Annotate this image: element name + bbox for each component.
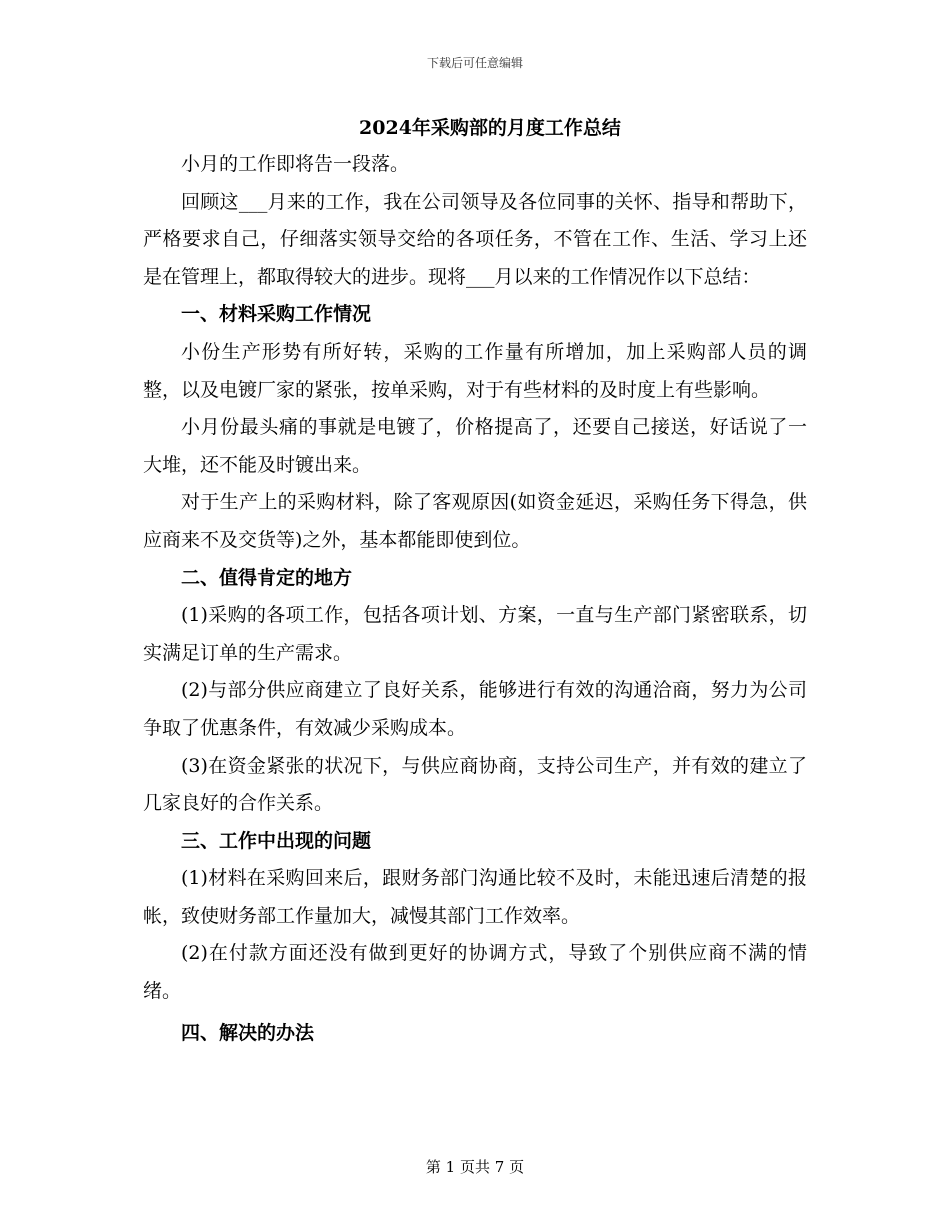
- intro-paragraph: 回顾这___月来的工作，我在公司领导及各位同事的关怀、指导和帮助下，严格要求自己，仔细落实领导交给的各项任务，不管在工作、生活、学习上还是在管理上，都取得较大的进步。现将___月以来的工作情况作以下总结：: [143, 190, 807, 288]
- page-footer: 第 1 页共 7 页: [425, 1158, 525, 1176]
- section-heading: 二、值得肯定的地方: [181, 566, 353, 589]
- body-paragraph: 小月份最头痛的事就是电镀了，价格提高了，还要自己接送，好话说了一大堆，还不能及时镀出来。: [143, 416, 807, 476]
- page-header: 下载后可任意编辑: [426, 56, 523, 70]
- intro-paragraph: 小月的工作即将告一段落。: [181, 153, 410, 175]
- section-heading: 三、工作中出现的问题: [181, 829, 372, 852]
- body-paragraph: (3)在资金紧张的状况下，与供应商协商，支持公司生产，并有效的建立了几家良好的合作关系。: [143, 754, 807, 815]
- body-paragraph: 对于生产上的采购材料，除了客观原因(如资金延迟，采购任务下得急，供应商来不及交货等)之外，基本都能即使到位。: [143, 491, 807, 551]
- body-paragraph: (1)材料在采购回来后，跟财务部门沟通比较不及时，未能迅速后清楚的报帐，致使财务部工作量加大，减慢其部门工作效率。: [143, 867, 807, 927]
- body-paragraph: (1)采购的各项工作，包括各项计划、方案，一直与生产部门紧密联系，切实满足订单的生产需求。: [143, 604, 807, 664]
- body-paragraph: (2)与部分供应商建立了良好关系，能够进行有效的沟通洽商，努力为公司争取了优惠条件，有效减少采购成本。: [143, 679, 807, 739]
- body-paragraph: 小份生产形势有所好转，采购的工作量有所增加，加上采购部人员的调整，以及电镀厂家的紧张，按单采购，对于有些材料的及时度上有些影响。: [143, 340, 807, 401]
- document-body: [143, 112, 807, 1052]
- body-paragraph: (2)在付款方面还没有做到更好的协调方式，导致了个别供应商不满的情绪。: [143, 942, 807, 1003]
- section-heading: 一、材料采购工作情况: [181, 303, 372, 326]
- document-title: 2024年采购部的月度工作总结: [359, 117, 621, 139]
- section-heading: 四、解决的办法: [181, 1021, 315, 1044]
